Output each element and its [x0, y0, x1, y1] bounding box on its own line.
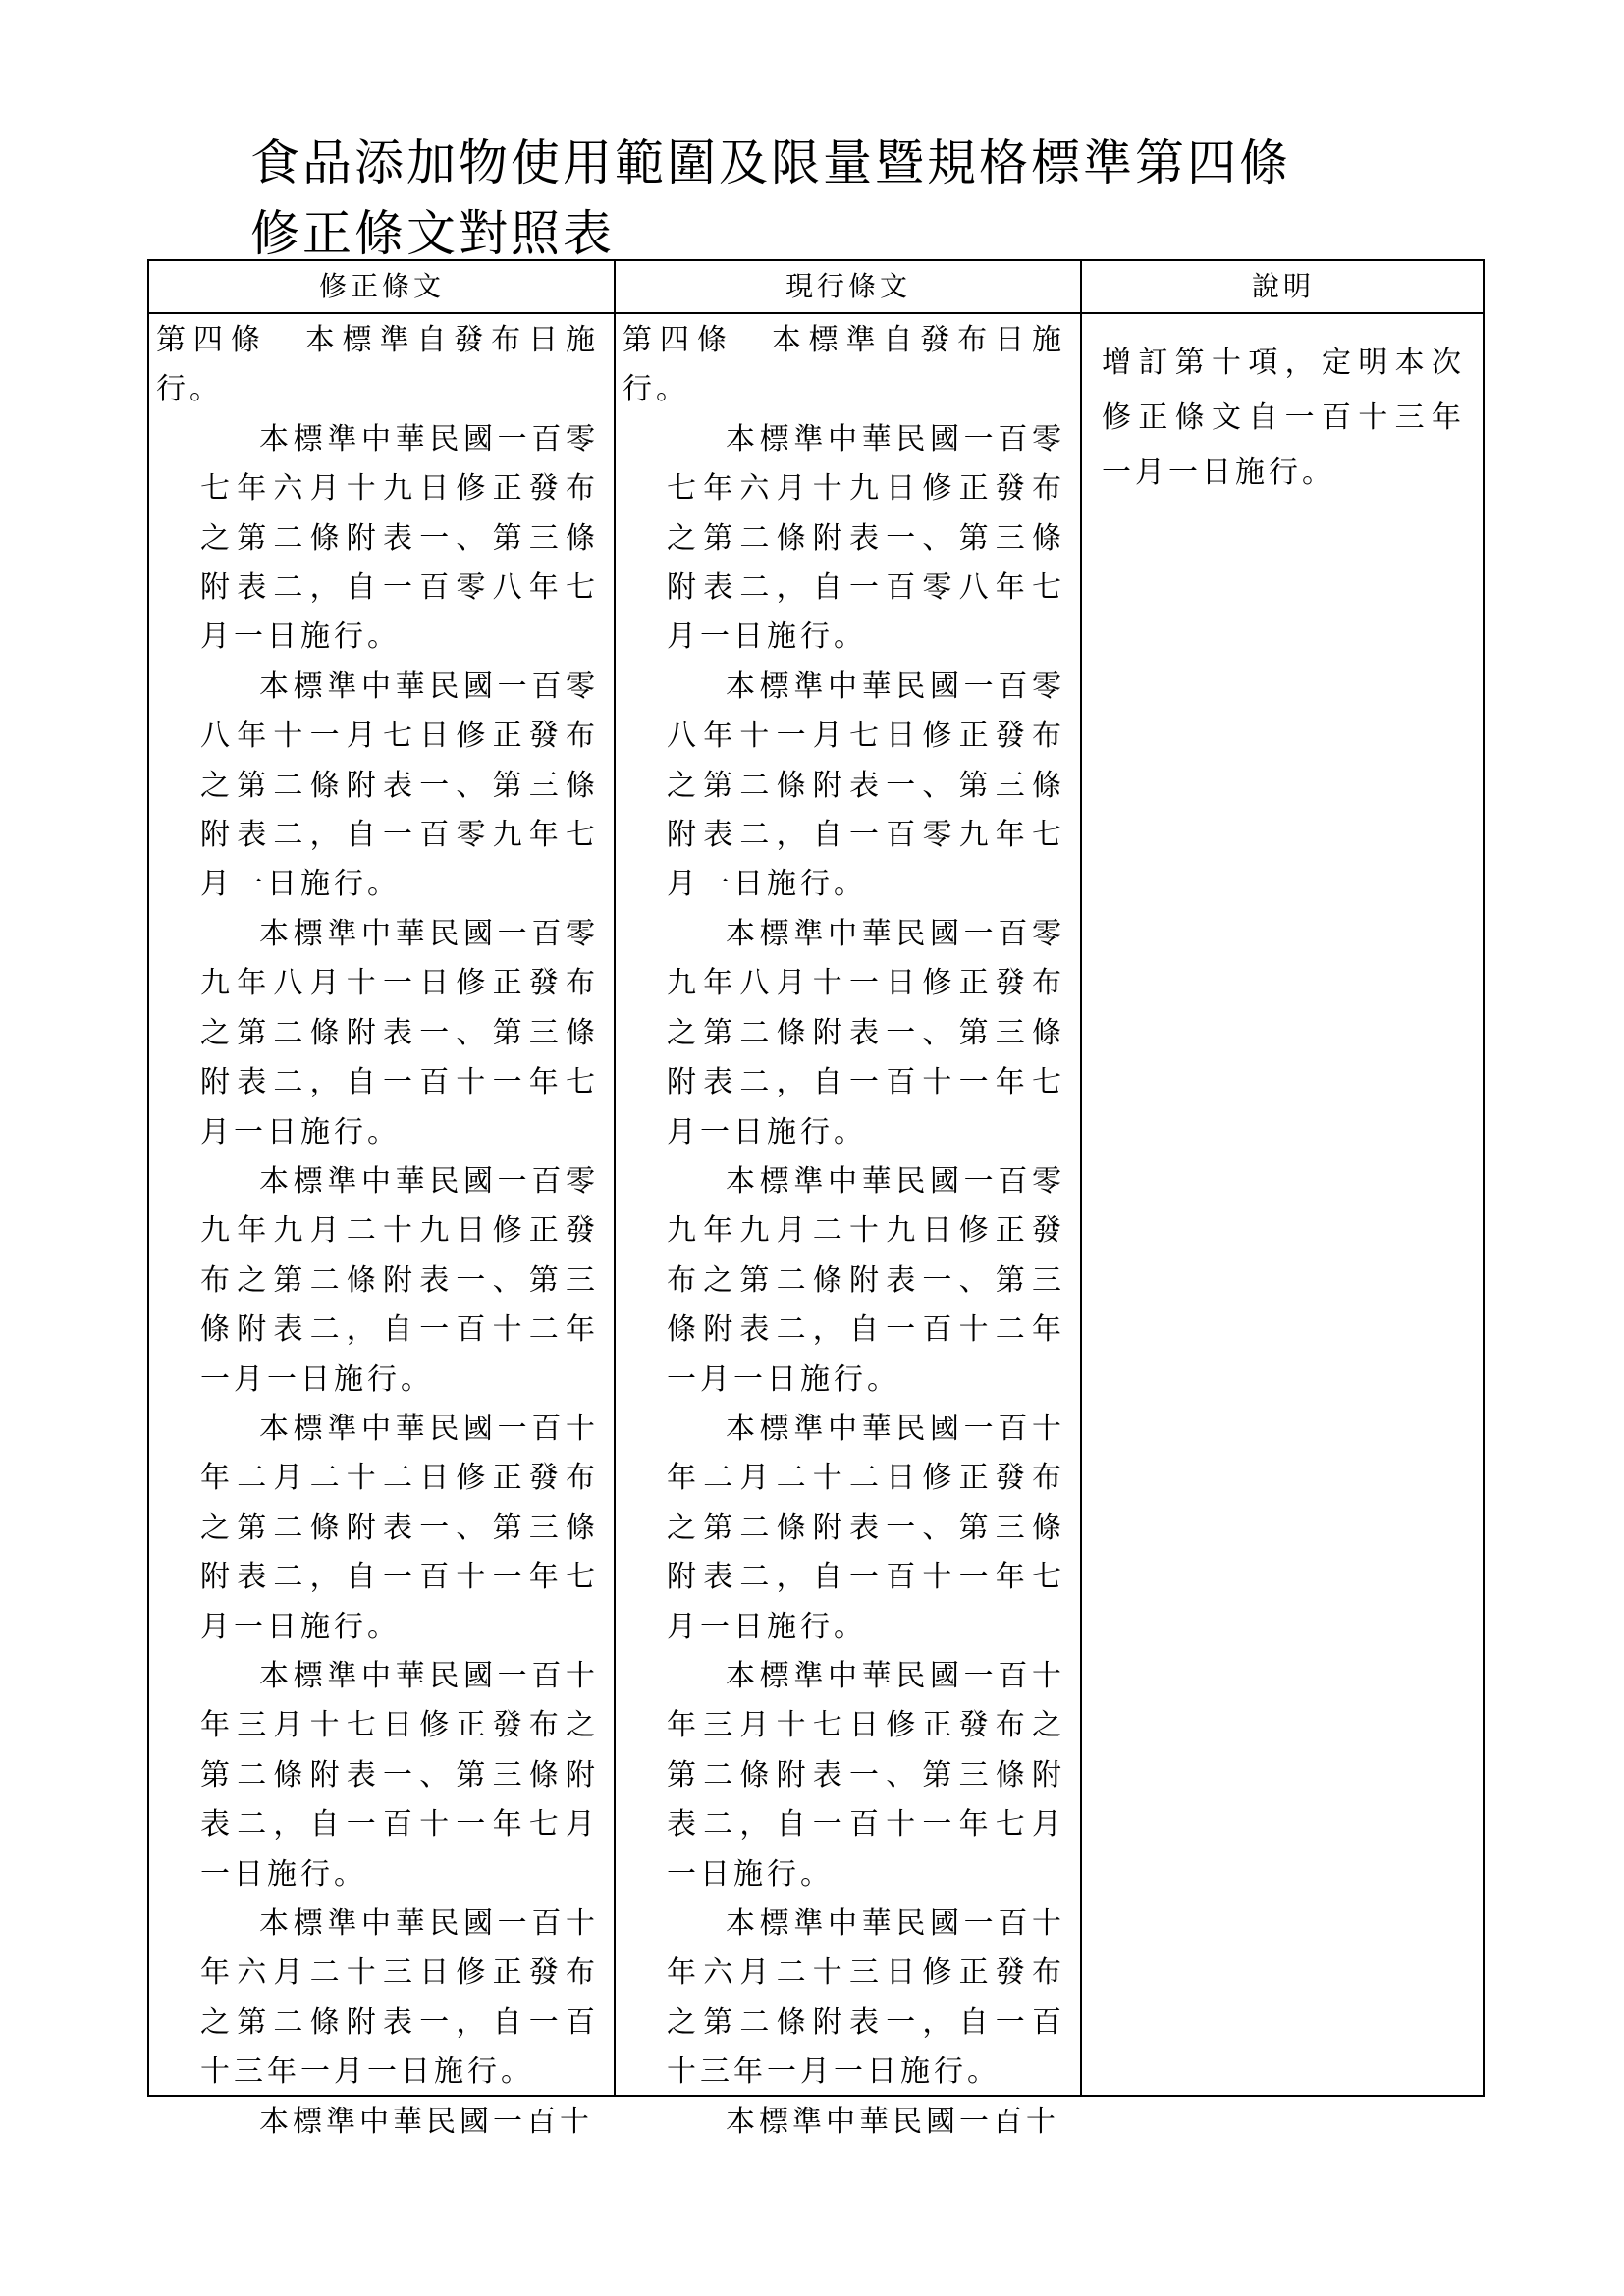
current-paragraph: 本標準中華民國一百零七年六月十九日修正發布之第二條附表一、第三條附表二，自一百零八年七月一日施行。: [667, 421, 1065, 655]
explanation-text: 增訂第十項，定明本次修正條文自一百十三年一月一日施行。: [1102, 346, 1465, 490]
amended-paragraph: 本標準中華民國一百零七年六月十九日修正發布之第二條附表一、第三條附表二，自一百零八年七月一日施行。: [200, 421, 599, 655]
comparison-table: [147, 259, 1485, 2139]
current-paragraph: 本標準中華民國一百十年三月十七日修正發布之第二條附表一、第三條附表二，自一百十一年七月一日施行。: [667, 1658, 1065, 1892]
amended-paragraph: 本標準中華民國一百零九年九月二十九日修正發布之第二條附表一、第三條附表二，自一百十二年一月一日施行。: [200, 1163, 599, 1397]
amended-text-cell: [156, 316, 599, 2147]
header-divider: [149, 312, 1483, 314]
current-paragraph: 本標準中華民國一百零八年十一月七日修正發布之第二條附表一、第三條附表二，自一百零九年七月一日施行。: [667, 668, 1065, 902]
current-paragraph: 本標準中華民國一百十: [726, 2104, 1059, 2139]
column-divider: [614, 261, 616, 2095]
current-article-line: 第四條 本標準自發布日施行。: [623, 323, 1065, 407]
current-paragraph: 本標準中華民國一百零九年八月十一日修正發布之第二條附表一、第三條附表二，自一百十一年七月一日施行。: [667, 916, 1065, 1149]
header-amended: 修正條文: [318, 270, 445, 302]
current-paragraph: 本標準中華民國一百十年二月二十二日修正發布之第二條附表一、第三條附表二，自一百十一年七月一日施行。: [667, 1411, 1065, 1644]
amended-paragraph: 本標準中華民國一百十年六月二十三日修正發布之第二條附表一，自一百十三年一月一日施行。: [200, 1906, 599, 2090]
document-title: [250, 128, 1291, 269]
current-paragraph: 本標準中華民國一百零九年九月二十九日修正發布之第二條附表一、第三條附表二，自一百十二年一月一日施行。: [667, 1163, 1065, 1397]
document-title-line-2: 修正條文對照表: [250, 205, 615, 262]
document-title-line-1: 食品添加物使用範圍及限量暨規格標準第四條: [250, 134, 1291, 191]
header-explanation: 說明: [1251, 270, 1315, 302]
amended-paragraph: 本標準中華民國一百零九年八月十一日修正發布之第二條附表一、第三條附表二，自一百十一年七月一日施行。: [200, 916, 599, 1149]
current-paragraph: 本標準中華民國一百十年六月二十三日修正發布之第二條附表一，自一百十三年一月一日施行。: [667, 1906, 1065, 2090]
amended-article-line: 第四條 本標準自發布日施行。: [156, 323, 599, 407]
current-text-cell: [623, 316, 1065, 2147]
header-current: 現行條文: [785, 270, 911, 302]
amended-paragraph: 本標準中華民國一百零八年十一月七日修正發布之第二條附表一、第三條附表二，自一百零九年七月一日施行。: [200, 668, 599, 902]
amended-paragraph: 本標準中華民國一百十年二月二十二日修正發布之第二條附表一、第三條附表二，自一百十一年七月一日施行。: [200, 1411, 599, 1644]
amended-paragraph: 本標準中華民國一百十年三月十七日修正發布之第二條附表一、第三條附表二，自一百十一年七月一日施行。: [200, 1658, 599, 1892]
column-divider: [1080, 261, 1082, 2095]
amended-paragraph: 本標準中華民國一百十: [259, 2104, 593, 2139]
